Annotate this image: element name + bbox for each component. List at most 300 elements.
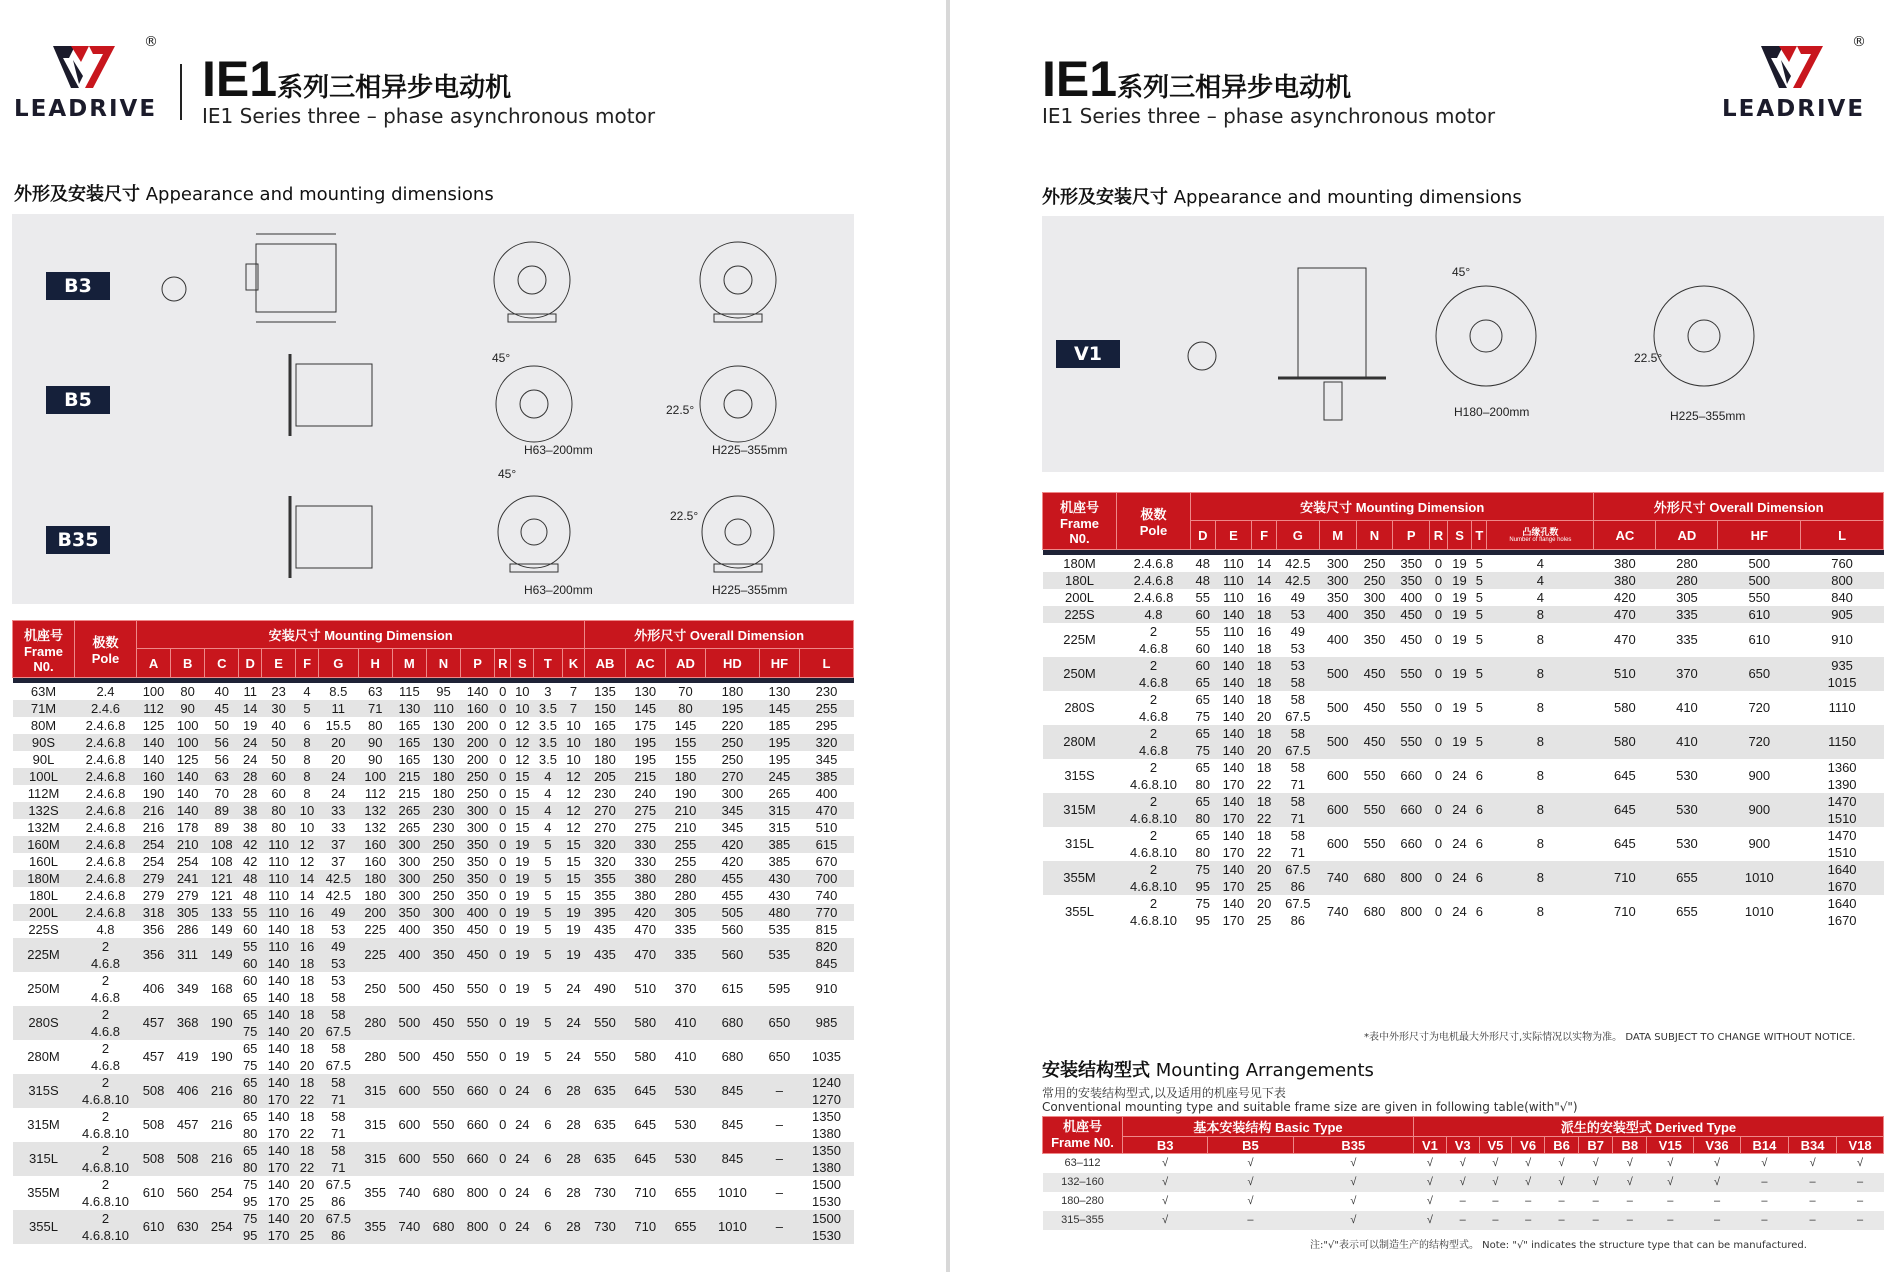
- pole-cell: 2.4.6.8: [75, 870, 137, 887]
- value-cell: 110: [426, 700, 460, 717]
- value-cell: 500: [1718, 555, 1801, 572]
- mt-col-3: V1: [1414, 1137, 1447, 1154]
- value-cell: 270: [585, 819, 625, 836]
- mt-cell: √: [1446, 1173, 1479, 1192]
- value-cell: 18 22: [296, 1142, 319, 1176]
- mt-cell: √: [1613, 1173, 1647, 1192]
- pole-cell: 2 4.6.8.10: [75, 1142, 137, 1176]
- value-cell: 535: [759, 921, 799, 938]
- pole-cell: 2.4.6.8: [75, 853, 137, 870]
- value-cell: 450: [461, 938, 495, 972]
- value-cell: 279: [137, 887, 171, 904]
- value-cell: 286: [171, 921, 205, 938]
- value-cell: 650: [1718, 657, 1801, 691]
- value-cell: 140: [171, 785, 205, 802]
- value-cell: 315: [358, 1074, 392, 1108]
- v1-flange-view-large: [1654, 286, 1754, 386]
- value-cell: 132: [358, 802, 392, 819]
- value-cell: 0: [495, 972, 511, 1006]
- value-cell: 18 18: [296, 972, 319, 1006]
- value-cell: 140 170: [1215, 895, 1252, 929]
- value-cell: 6: [1472, 759, 1487, 793]
- value-cell: 241: [171, 870, 205, 887]
- value-cell: 65 80: [1191, 793, 1216, 827]
- b5-side-view: [296, 364, 372, 426]
- mt-cell: √: [1247, 1195, 1254, 1207]
- brand-name-right: LEADRIVE: [1722, 96, 1866, 122]
- value-cell: 20 25: [1252, 895, 1277, 929]
- value-cell: 150: [585, 700, 625, 717]
- table-row: [13, 1074, 854, 1108]
- value-cell: 38: [239, 819, 262, 836]
- value-cell: 0: [495, 904, 511, 921]
- value-cell: 0: [1430, 589, 1448, 606]
- value-cell: 130: [759, 683, 799, 700]
- value-cell: 75 95: [1191, 861, 1216, 895]
- frame-cell: 225M: [13, 938, 75, 972]
- group-mounting: 安装尺寸 Mounting Dimension: [137, 621, 585, 649]
- value-cell: 75 95: [239, 1176, 262, 1210]
- value-cell: 70: [205, 785, 239, 802]
- value-cell: 530: [665, 1074, 705, 1108]
- table-row: [13, 904, 854, 921]
- value-cell: 6: [1472, 827, 1487, 861]
- value-cell: 680: [1356, 895, 1393, 929]
- mt-cell: –: [1761, 1195, 1768, 1207]
- value-cell: 71: [358, 700, 392, 717]
- value-cell: 350: [1356, 623, 1393, 657]
- value-cell: 28: [239, 785, 262, 802]
- label-h225: H225–355mm: [1670, 409, 1746, 423]
- value-cell: 1010: [1718, 861, 1801, 895]
- value-cell: 270: [585, 802, 625, 819]
- value-cell: 140: [171, 768, 205, 785]
- value-cell: 600: [392, 1142, 426, 1176]
- value-cell: 20: [318, 751, 358, 768]
- value-cell: 19: [511, 836, 534, 853]
- value-cell: 300: [1356, 589, 1393, 606]
- value-cell: 5: [534, 972, 562, 1006]
- value-cell: 1500 1530: [800, 1176, 854, 1210]
- value-cell: 550: [461, 1040, 495, 1074]
- pole-cell: 2.4.6.8: [75, 768, 137, 785]
- mt-cell: √: [1558, 1157, 1565, 1170]
- value-cell: 155: [665, 751, 705, 768]
- value-cell: 67.5 86: [318, 1210, 358, 1244]
- value-cell: 180: [426, 785, 460, 802]
- value-cell: 600: [1319, 793, 1356, 827]
- value-cell: 58 67.5: [1276, 725, 1319, 759]
- value-cell: 740: [392, 1176, 426, 1210]
- col-left-11: R: [495, 649, 511, 678]
- value-cell: 680: [706, 1040, 760, 1074]
- table-row: [13, 717, 854, 734]
- value-cell: 335: [1656, 606, 1718, 623]
- mt-cell: –: [1626, 1195, 1633, 1207]
- value-cell: 505: [706, 904, 760, 921]
- value-cell: 75 95: [1191, 895, 1216, 929]
- value-cell: 250: [1356, 572, 1393, 589]
- value-cell: 14: [296, 887, 319, 904]
- value-cell: 24: [1447, 895, 1472, 929]
- value-cell: 385: [759, 836, 799, 853]
- col-left-7: H: [358, 649, 392, 678]
- mounting-desc-en: Conventional mounting type and suitable frame size are given in following table(with"√"): [1042, 1100, 1578, 1114]
- value-cell: 24: [239, 751, 262, 768]
- mt-cell: √: [1479, 1173, 1512, 1192]
- value-cell: 320: [585, 853, 625, 870]
- value-cell: 140: [461, 683, 495, 700]
- table-row: [1043, 657, 1884, 691]
- value-cell: 19: [1447, 589, 1472, 606]
- value-cell: 48: [239, 887, 262, 904]
- motor-drawings: [12, 214, 854, 604]
- value-cell: 63: [205, 768, 239, 785]
- mt-col-5: V5: [1479, 1137, 1512, 1154]
- value-cell: 800: [461, 1210, 495, 1244]
- value-cell: 430: [759, 887, 799, 904]
- value-cell: 3.5: [534, 700, 562, 717]
- frame-cell: 280S: [1043, 691, 1117, 725]
- value-cell: 320: [800, 734, 854, 751]
- value-cell: 37: [318, 853, 358, 870]
- value-cell: 680: [426, 1176, 460, 1210]
- value-cell: 220: [706, 717, 760, 734]
- mt-cell: –: [1525, 1195, 1532, 1207]
- label-h63-b5: H63–200mm: [524, 443, 593, 457]
- table-row: [13, 870, 854, 887]
- value-cell: 450: [426, 1040, 460, 1074]
- value-cell: 230: [800, 683, 854, 700]
- mt-cell: √: [1512, 1173, 1545, 1192]
- value-cell: 510: [625, 972, 665, 1006]
- value-cell: 200: [461, 734, 495, 751]
- value-cell: 8: [1487, 793, 1594, 827]
- value-cell: 250: [1356, 555, 1393, 572]
- value-cell: 710: [625, 1176, 665, 1210]
- label-45deg-b5: 45°: [492, 351, 511, 365]
- frame-cell: 63M: [13, 683, 75, 700]
- mt-cell: √: [1647, 1173, 1694, 1192]
- value-cell: 110: [262, 870, 296, 887]
- value-cell: 15: [511, 785, 534, 802]
- value-cell: 254: [137, 836, 171, 853]
- pole-cell: 2 4.6.8.10: [1117, 793, 1191, 827]
- value-cell: 178: [171, 819, 205, 836]
- value-cell: 19: [1447, 691, 1472, 725]
- table-row: [13, 819, 854, 836]
- value-cell: 110 140: [262, 938, 296, 972]
- value-cell: 15: [562, 887, 585, 904]
- value-cell: 0: [495, 751, 511, 768]
- value-cell: 10: [562, 751, 585, 768]
- value-cell: 140: [171, 802, 205, 819]
- value-cell: 180: [665, 768, 705, 785]
- pole-cell: 2 4.6.8.10: [75, 1108, 137, 1142]
- pole-cell: 2 4.6.8.10: [1117, 861, 1191, 895]
- table-row: [1043, 572, 1884, 589]
- value-cell: 216: [137, 819, 171, 836]
- value-cell: 250: [706, 751, 760, 768]
- value-cell: 56: [205, 751, 239, 768]
- pole-cell: 4.8: [1117, 606, 1191, 623]
- value-cell: 67.5 86: [1276, 861, 1319, 895]
- value-cell: 680: [1356, 861, 1393, 895]
- value-cell: 350: [1356, 606, 1393, 623]
- value-cell: 160: [137, 768, 171, 785]
- mt-cell: –: [1694, 1211, 1741, 1230]
- value-cell: 60: [239, 921, 262, 938]
- mt-cell: –: [1837, 1173, 1884, 1192]
- table-row: [13, 921, 854, 938]
- value-cell: 370: [1656, 657, 1718, 691]
- title-en-right: IE1 Series three – phase asynchronous motor: [1042, 104, 1496, 128]
- value-cell: 265: [392, 819, 426, 836]
- value-cell: 42: [239, 853, 262, 870]
- pole-cell: 2 4.6.8: [75, 938, 137, 972]
- value-cell: 12: [562, 768, 585, 785]
- col-right-1: E: [1215, 521, 1252, 550]
- pole-cell: 2.4.6.8: [75, 836, 137, 853]
- mt-cell: –: [1613, 1211, 1647, 1230]
- value-cell: 4: [534, 819, 562, 836]
- value-cell: 305: [1656, 589, 1718, 606]
- col-left-16: AC: [625, 649, 665, 678]
- value-cell: 108: [205, 836, 239, 853]
- value-cell: 645: [625, 1108, 665, 1142]
- frame-cell: 160M: [13, 836, 75, 853]
- col-left-1: B: [171, 649, 205, 678]
- pole-cell: 2.4: [75, 683, 137, 700]
- value-cell: 800: [1393, 861, 1430, 895]
- frame-cell: 280M: [13, 1040, 75, 1074]
- value-cell: 216: [137, 802, 171, 819]
- value-cell: 24: [562, 1040, 585, 1074]
- value-cell: 420: [706, 853, 760, 870]
- value-cell: 19: [1447, 606, 1472, 623]
- value-cell: 0: [495, 717, 511, 734]
- value-cell: 80: [171, 683, 205, 700]
- value-cell: 508: [137, 1074, 171, 1108]
- value-cell: 205: [585, 768, 625, 785]
- mt-row: [1043, 1173, 1884, 1192]
- pole-cell: 2.4.6.8: [75, 802, 137, 819]
- value-cell: 140 140: [1215, 657, 1252, 691]
- shaft-key-drawing: [162, 277, 186, 301]
- value-cell: 130: [625, 683, 665, 700]
- value-cell: 500: [1319, 725, 1356, 759]
- value-cell: 355: [358, 1176, 392, 1210]
- value-cell: 349: [171, 972, 205, 1006]
- right-page: [950, 0, 1898, 1272]
- value-cell: 28: [562, 1142, 585, 1176]
- mt-col-12: B14: [1740, 1137, 1788, 1154]
- value-cell: 45: [205, 700, 239, 717]
- value-cell: 650: [759, 1006, 799, 1040]
- value-cell: 350: [1393, 572, 1430, 589]
- value-cell: 65 80: [239, 1108, 262, 1142]
- value-cell: 0: [495, 785, 511, 802]
- value-cell: 315: [759, 819, 799, 836]
- value-cell: 0: [1430, 759, 1448, 793]
- value-cell: 12: [562, 819, 585, 836]
- b5-flange-view-large: [700, 366, 776, 442]
- value-cell: 65 80: [1191, 827, 1216, 861]
- value-cell: 19: [511, 904, 534, 921]
- value-cell: 300: [426, 904, 460, 921]
- value-cell: 58 71: [318, 1074, 358, 1108]
- value-cell: 450: [1393, 623, 1430, 657]
- pole-cell: 2 4.6.8: [1117, 657, 1191, 691]
- value-cell: –: [759, 1176, 799, 1210]
- value-cell: 600: [392, 1108, 426, 1142]
- value-cell: 710: [1594, 895, 1656, 929]
- value-cell: 245: [759, 768, 799, 785]
- value-cell: 38: [239, 802, 262, 819]
- table-row: [1043, 691, 1884, 725]
- value-cell: 430: [759, 870, 799, 887]
- value-cell: 655: [1656, 861, 1718, 895]
- value-cell: 190: [665, 785, 705, 802]
- pole-cell: 2.4.6.8: [75, 887, 137, 904]
- table-row: [13, 683, 854, 700]
- value-cell: 635: [585, 1142, 625, 1176]
- b35-front-view: [498, 496, 570, 568]
- mt-cell: √: [1162, 1195, 1169, 1207]
- value-cell: 0: [1430, 623, 1448, 657]
- value-cell: 160: [461, 700, 495, 717]
- b35-side-view: [296, 506, 372, 568]
- value-cell: 1640 1670: [1801, 861, 1884, 895]
- value-cell: 910: [1801, 623, 1884, 657]
- value-cell: 5: [1472, 572, 1487, 589]
- frame-cell: 355M: [1043, 861, 1117, 895]
- value-cell: 65 80: [1191, 759, 1216, 793]
- label-22deg: 22.5°: [1634, 351, 1663, 365]
- frame-cell: 80M: [13, 717, 75, 734]
- value-cell: 18 20: [296, 1006, 319, 1040]
- value-cell: 300: [461, 819, 495, 836]
- value-cell: 280: [1656, 572, 1718, 589]
- table-row: [13, 1142, 854, 1176]
- value-cell: 6: [534, 1108, 562, 1142]
- value-cell: 12: [296, 836, 319, 853]
- value-cell: 660: [461, 1074, 495, 1108]
- value-cell: –: [759, 1142, 799, 1176]
- value-cell: 185: [759, 717, 799, 734]
- value-cell: 530: [665, 1108, 705, 1142]
- value-cell: 500: [1319, 657, 1356, 691]
- value-cell: 8: [1487, 691, 1594, 725]
- mt-col-0: B3: [1123, 1137, 1208, 1154]
- value-cell: 5: [534, 836, 562, 853]
- value-cell: 8: [1487, 725, 1594, 759]
- value-cell: 55: [1191, 589, 1216, 606]
- value-cell: 406: [171, 1074, 205, 1108]
- value-cell: 900: [1718, 793, 1801, 827]
- value-cell: 300: [392, 887, 426, 904]
- title-en: IE1 Series three – phase asynchronous motor: [202, 104, 656, 128]
- value-cell: 380: [625, 887, 665, 904]
- value-cell: 0: [495, 921, 511, 938]
- value-cell: 65 75: [239, 1040, 262, 1074]
- value-cell: 16: [1252, 589, 1277, 606]
- mt-cell: –: [1713, 1195, 1721, 1207]
- value-cell: 5: [1472, 589, 1487, 606]
- value-cell: 55: [239, 904, 262, 921]
- value-cell: 65 75: [1191, 691, 1216, 725]
- value-cell: 24: [1447, 827, 1472, 861]
- value-cell: 300: [1319, 555, 1356, 572]
- value-cell: 14: [1252, 555, 1277, 572]
- table-row: [13, 802, 854, 819]
- value-cell: 700: [800, 870, 854, 887]
- pole-cell: 2.4.6.8: [75, 785, 137, 802]
- value-cell: 350: [461, 836, 495, 853]
- value-cell: 110: [262, 904, 296, 921]
- value-cell: 19: [239, 717, 262, 734]
- value-cell: 75 95: [239, 1210, 262, 1244]
- value-cell: 0: [1430, 827, 1448, 861]
- value-cell: 16 18: [296, 938, 319, 972]
- value-cell: 24: [562, 1006, 585, 1040]
- value-cell: 12: [562, 785, 585, 802]
- value-cell: 24: [562, 972, 585, 1006]
- col-right-10: 凸缘孔数 Number of flange holes: [1487, 521, 1594, 550]
- value-cell: 5: [534, 887, 562, 904]
- pole-cell: 4.8: [75, 921, 137, 938]
- mt-frame-cell: 315–355: [1043, 1211, 1123, 1230]
- col-left-10: P: [461, 649, 495, 678]
- value-cell: 318: [137, 904, 171, 921]
- value-cell: 90: [358, 751, 392, 768]
- value-cell: 6: [296, 717, 319, 734]
- value-cell: 450: [426, 972, 460, 1006]
- value-cell: 6: [1472, 793, 1487, 827]
- mt-cell: –: [1208, 1211, 1293, 1230]
- value-cell: 450: [1356, 657, 1393, 691]
- frame-cell: 355M: [13, 1176, 75, 1210]
- value-cell: 130: [426, 734, 460, 751]
- value-cell: 450: [1356, 691, 1393, 725]
- value-cell: 30: [262, 700, 296, 717]
- value-cell: 335: [665, 938, 705, 972]
- value-cell: 140 170: [1215, 793, 1252, 827]
- pole-cell: 2 4.6.8.10: [1117, 827, 1191, 861]
- value-cell: 508: [171, 1142, 205, 1176]
- value-cell: 4: [534, 768, 562, 785]
- value-cell: 660: [461, 1108, 495, 1142]
- frame-cell: 225S: [1043, 606, 1117, 623]
- value-cell: 730: [585, 1176, 625, 1210]
- value-cell: 0: [495, 819, 511, 836]
- value-cell: 400: [461, 904, 495, 921]
- value-cell: 12: [511, 751, 534, 768]
- value-cell: 130: [392, 700, 426, 717]
- value-cell: 140 170: [262, 1074, 296, 1108]
- value-cell: 550: [461, 1006, 495, 1040]
- value-cell: 345: [800, 751, 854, 768]
- value-cell: 645: [625, 1074, 665, 1108]
- left-dimension-table: [12, 620, 854, 1244]
- value-cell: 8.5: [318, 683, 358, 700]
- value-cell: 65 80: [239, 1142, 262, 1176]
- value-cell: 16: [296, 904, 319, 921]
- value-cell: 0: [495, 768, 511, 785]
- pole-cell: 2 4.6.8.10: [75, 1074, 137, 1108]
- value-cell: 645: [1594, 759, 1656, 793]
- b3-side-view: [256, 244, 336, 312]
